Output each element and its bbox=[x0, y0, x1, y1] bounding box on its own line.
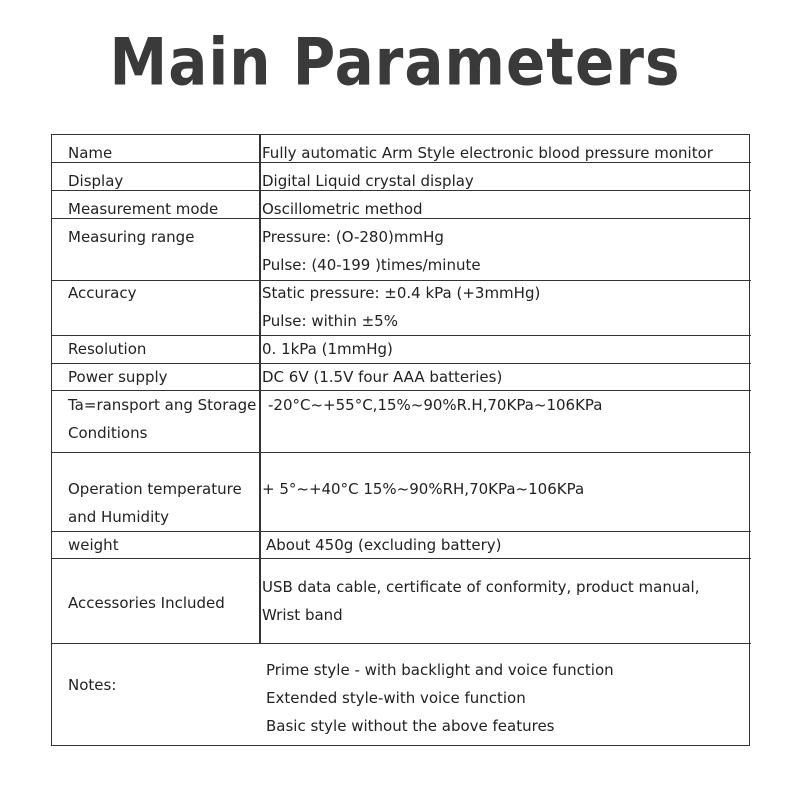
value-accessories-line1: USB data cable, certificate of conformity, product manual, bbox=[262, 578, 700, 596]
value-power-supply: DC 6V (1.5V four AAA batteries) bbox=[262, 368, 503, 386]
value-name: Fully automatic Arm Style electronic blood pressure monitor bbox=[262, 144, 713, 162]
label-weight: weight bbox=[68, 536, 119, 554]
label-operation-temperature: Operation temperature bbox=[68, 480, 242, 498]
value-display: Digital Liquid crystal display bbox=[262, 172, 474, 190]
label-measurement-mode: Measurement mode bbox=[68, 200, 219, 218]
parameters-table bbox=[51, 134, 750, 746]
value-measurement-mode: Oscillometric method bbox=[262, 200, 423, 218]
label-name: Name bbox=[68, 144, 113, 162]
label-measuring-range: Measuring range bbox=[68, 228, 195, 246]
value-notes-basic: Basic style without the above features bbox=[266, 717, 555, 735]
label-notes: Notes: bbox=[68, 676, 117, 694]
label-operation-temperature-line2: and Humidity bbox=[68, 508, 170, 526]
label-transport-storage: Ta=ransport ang Storage bbox=[68, 396, 257, 414]
value-accuracy-pressure: Static pressure: ±0.4 kPa (+3mmHg) bbox=[262, 284, 541, 302]
page-title: Main Parameters bbox=[109, 23, 681, 101]
value-accuracy-pulse: Pulse: within ±5% bbox=[262, 312, 398, 330]
value-resolution: 0. 1kPa (1mmHg) bbox=[262, 340, 393, 358]
label-resolution: Resolution bbox=[68, 340, 147, 358]
value-notes-extended: Extended style-with voice function bbox=[266, 689, 526, 707]
label-display: Display bbox=[68, 172, 124, 190]
label-accuracy: Accuracy bbox=[68, 284, 137, 302]
value-operation-temperature: + 5°~+40°C 15%~90%RH,70KPa~106KPa bbox=[262, 480, 585, 498]
value-measuring-range-pressure: Pressure: (O-280)mmHg bbox=[262, 228, 444, 246]
label-transport-storage-line2: Conditions bbox=[68, 424, 148, 442]
value-accessories-line2: Wrist band bbox=[262, 606, 343, 624]
value-transport-storage: -20°C~+55°C,15%~90%R.H,70KPa~106KPa bbox=[268, 396, 603, 414]
value-notes-prime: Prime style - with backlight and voice function bbox=[266, 661, 614, 679]
value-measuring-range-pulse: Pulse: (40-199 )times/minute bbox=[262, 256, 481, 274]
label-power-supply: Power supply bbox=[68, 368, 168, 386]
value-weight: About 450g (excluding battery) bbox=[266, 536, 502, 554]
label-accessories: Accessories Included bbox=[68, 594, 225, 612]
